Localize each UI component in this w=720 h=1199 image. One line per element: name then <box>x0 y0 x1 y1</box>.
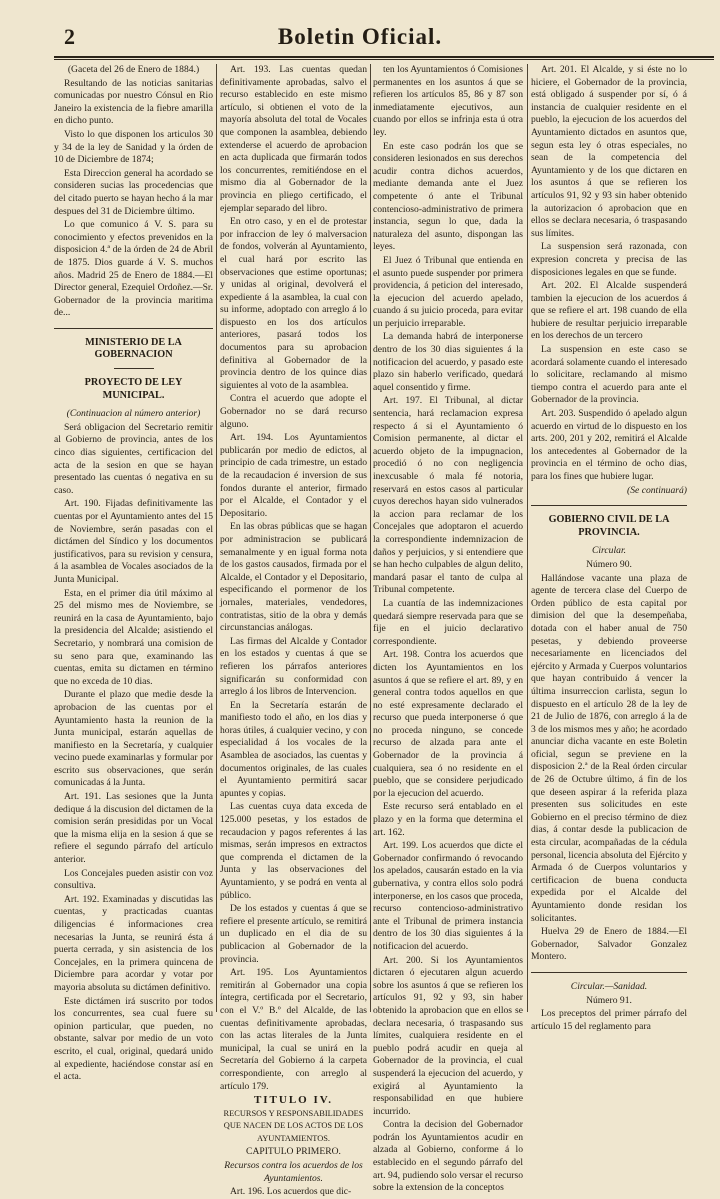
paragraph: Este dictámen irá suscrito por todos los concurrentes, sea cual fuere su opinion particular, que pueden, no obstante, salvar por medio de un voto escrito, el cual, original, quedará unido al expediente, haciéndose constar así en el acta. <box>54 995 213 1083</box>
proyecto-heading: PROYECTO DE LEY MUNICIPAL. <box>84 377 183 401</box>
paragraph: Durante el plazo que medie desde la aprobacion de las cuentas por el Ayuntamiento hasta la reunion de la Junta municipal, estarán aquellas de manifiesto en la Secretaría, y cualquier vecino puede examinarlas y formular por escrito sus observaciones, que serán comunicadas á la Junta. <box>54 689 213 789</box>
paragraph: Art. 193. Las cuentas quedan definitivamente aprobadas, salvo el recurso establecido en este mismo artículo, si obtienen el voto de la mayoría absoluta del total de Vocales que componen la asamblea, debiendo extenderse el acuerdo de aprobacion en acta duplicada que firmarán todos los concurrentes, remitiéndose en el mismo dia al Gobernador de la provincia en pliego certificado, el ejemplar separado del libro. <box>220 64 367 214</box>
circular-heading: Circular. <box>591 545 627 557</box>
masthead-title: Boletin Oficial. <box>277 24 443 49</box>
paragraph: En las obras públicas que se hagan por administracion se publicará semanalmente y en igual forma nota de los gastos causados, firmada por el Alcalde, el Contador y el Depositario, especificando el pormenor de los jornales, materiales, vendedores, contratistas, sitio de la obra y demás circunstancias análogas. <box>220 521 367 634</box>
paragraph: Art. 197. El Tribunal, al dictar sentencia, hará reclamacion expresa respecto á si el Ayuntamiento ó Comision permanente, al dictar el acuerdo objeto de la impugnacion, procedió ó no con negligencia inexcusable ó mala fé notoria, reservará en estos casos al particular cuyos derechos hayan sido vulnerados la accion para reclamar de los Concejales que adoptaron el acuerdo la correspondiente indemnizacion de daños y perjuicios, y si entendiere que se han hecho culpables de algun delito, mandará pasar el tanto de culpa al Tribunal competente. <box>373 395 523 596</box>
column-divider <box>370 64 371 1012</box>
page-number: 2 <box>64 24 75 49</box>
paragraph: Art. 201. El Alcalde, y si éste no lo hiciere, el Gobernador de la provincia, está obligado á suspender por sí, ó á instancia de cualquier residente en el pueblo, la ejecucion de los acuerdos del Ayuntamiento dictados en asuntos que, segun esta ley ó otras especiales, no sean de la competencia del Ayuntamiento y de los que dictaren en los asuntos á que se refieren los artículos 91, 92 y 93 sin haber obtenido la autorizacion ó aprobacion que en ellos se declara necesaria, ó traspasando sus límites. <box>531 64 687 239</box>
numero-heading: Número 90. <box>586 558 632 570</box>
paragraph: Huelva 29 de Enero de 1884.—El Gobernador, Salvador Gonzalez Montero. <box>531 926 687 963</box>
paragraph: Art. 198. Contra los acuerdos que dicten los Ayuntamientos en los asuntos á que se refiere el art. 89, y en general contra todos aquellos en que no esté expresamente declarado el recurso que pueda interponerse ó que no proceda ninguno, se concede recurso de alzada para ante el Gobernador de la provincia á cualquiera, sea ó no residente en el pueblo, que se considere perjudicado por la ejecucion del acuerdo. <box>373 649 523 799</box>
paragraph: Las cuentas cuya data exceda de 125.000 pesetas, y los estados de recaudacion y pagos referentes á las mismas, serán impresos en extractos que comprenda el dictamen de la Junta y las observaciones del Ayuntamiento, y se podrá en venta al público. <box>220 801 367 901</box>
paragraph: En este caso podrán los que se consideren lesionados en sus derechos acudir contra dichos acuerdos, mediante demanda ante el Juez competente ó ante el Tribunal contencioso-administrativo de primera instancia, segun lo que, dada la naturaleza del asunto, dispongan las leyes. <box>373 140 523 253</box>
paragraph: Este recurso será entablado en el plazo y en la forma que determina el art. 162. <box>373 801 523 838</box>
paragraph: La suspension en este caso se acordará solamente cuando el interesado lo solicitare, reclamando al mismo tiempo contra el acuerdo para ante el Gobernador de la provincia. <box>531 344 687 406</box>
paragraph: Art. 191. Las sesiones que la Junta dedique á la discusion del dictamen de la comision serán presididas por un Vocal que la misma elija en la sesion á que se refiere el segundo párrafo del artículo anterior. <box>54 791 213 866</box>
column-2 <box>220 64 367 1198</box>
paragraph: Resultando de las noticias sanitarias comunicadas por nuestro Cónsul en Rio Janeiro la existencia de la fiebre amarilla en dicho punto. <box>54 77 213 127</box>
column-divider <box>527 64 528 1012</box>
paragraph: La cuantía de las indemnizaciones quedará siempre reservada para que se fije en el juicio declarativo correspondiente. <box>373 597 523 647</box>
paragraph: Art. 194. Los Ayuntamientos publicarán por medio de edictos, al principio de cada trimestre, un estado de la recaudacion é inversion de sus fondos durante el anterior, firmado por el Alcalde, el Contador y el Depositario. <box>220 432 367 519</box>
paragraph: Art. 202. El Alcalde suspenderá tambien la ejecucion de los acuerdos á que se refiere el art. 198 cuando de ella hubiere de resultar perjuicio irreparable en los derechos de un tercero <box>531 280 687 342</box>
column-3 <box>373 64 523 1194</box>
header-rule-thin <box>54 59 714 60</box>
separator <box>531 972 687 973</box>
numero-heading: Número 91. <box>586 994 632 1006</box>
capitulo-heading: CAPITULO PRIMERO. <box>246 1146 341 1158</box>
titulo-subheading: RECURSOS Y RESPONSABILIDADES QUE NACEN DE LOS ACTOS DE LOS AYUNTAMIENTOS. <box>223 1108 364 1143</box>
header-rule <box>54 56 714 58</box>
paragraph: Art. 200. Si los Ayuntamientos dictaren ó ejecutaren algun acuerdo sobre los asuntos á que se refieren los artículos 91, 92 y 93, sin haber obtenido la aprobacion que en ellos se declara necesaria, ó traspasando sus límites, cualquiera residente en el pueblo podrá acudir en queja al Gobernador de la provincia, el cual suspenderá la ejecucion del acuerdo, y exigirá al Ayuntamiento la responsabilidad en que hubiere incurrido. <box>373 954 523 1117</box>
paragraph: ten los Ayuntamientos ó Comisiones permanentes en los asuntos á que se refieren los artículos 85, 86 y 87 son inmediatamente ejecutivos, aun cuando por ellos se infrinja esta ú otra ley. <box>373 64 523 138</box>
paragraph: En la Secretaría estarán de manifiesto todo el año, en los dias y horas útiles, á cualquier vecino, y con especialidad á los vocales de la Asamblea de asociados, las cuentas y documentos originales, de las cuales el Ayuntamiento permitirá sacar apuntes y copias. <box>220 699 367 799</box>
column-1 <box>54 64 213 1083</box>
separator <box>54 328 213 329</box>
separator <box>114 368 154 369</box>
separator <box>531 505 687 506</box>
paragraph: Art. 195. Los Ayuntamientos remitirán al Gobernador una copia íntegra, certificada por el Secretario, con el V.º B.º del Alcalde, de las cuentas definitivamente aprobadas, con las actas literales de la Junta municipal, la cual se unirá en la Secretaría del Gobierno á la carpeta correspondiente, con arreglo al artículo 179. <box>220 967 367 1092</box>
paragraph: Los Concejales pueden asistir con voz consultiva. <box>54 867 213 892</box>
circular-sanidad-heading: Circular.—Sanidad. <box>570 980 648 992</box>
paragraph: De los estados y cuentas á que se refiere el presente artículo, se remitirá un duplicado en el dia de su publicacion al Gobernador de la provincia. <box>220 903 367 965</box>
paragraph: Esta Direccion general ha acordado se consideren sucias las procedencias que del citado puerto se hayan hecho á la mar despues del 31 de Diciembre último. <box>54 167 213 217</box>
paragraph: En otro caso, y en el de protestar por infraccion de ley ó malversacion de fondos, volverán al Ayuntamiento, el cual hará por escrito las observaciones que estime oportunas; y unidas al original, devolverá el expediente á la asamblea, la cual con su informe, adoptado con arreglo á lo dispuesto en los dos artículos anteriores, pasará todos los documentos para su aprobacion definitiva al Gobernador de la provincia dentro de los quince dias siguientes al voto de la asamblea. <box>220 216 367 391</box>
paragraph: La suspension será razonada, con expresion concreta y precisa de las disposiciones legales en que se funde. <box>531 241 687 278</box>
paragraph: Esta, en el primer dia útil máximo al 25 del mismo mes de Noviembre, se reunirá en la casa de Ayuntamiento, bajo la presidencia del Alcalde; asistiendo el Secretario, y nombrará una comision de su seno para que, examinando las cuentas, emita su dictamen en término que no exceda de 10 dias. <box>54 587 213 687</box>
continuation-note: (Continuacion al número anterior) <box>66 408 201 420</box>
paragraph: Los preceptos del primer párrafo del artículo 15 del reglamento para <box>531 1008 687 1032</box>
titulo-heading: TITULO IV. <box>253 1094 334 1107</box>
paragraph: Hallándose vacante una plaza de agente de tercera clase del Cuerpo de Orden público de esta capital por dimision del que la desempeñaba, dotada con el haber anual de 750 pesetas, y debiendo proveerse necesariamente en licenciados del ejército y Armada y Cuerpos voluntarios que hayan contribuido á vencer la última insurreccion carlista, segun lo dispuesto en el artículo 28 de la ley de 21 de Julio de 1876, con arreglo á la de 3 de los mismos mes y año; he acordado anunciar dicha vacante en este Boletin oficial, segun se previene en la disposicion 2.ª de la Real órden circular de 26 de Octubre último, á fin de los que deseen aspirar á la referida plaza presenten sus solicitudes en este Gobierno en el preciso término de diez dias, á contar desde la publicacion de esta circular, acompañadas de la cédula personal, licencia absoluta del Ejército y Armada ó de Cuerpos voluntarios y certificacion de buena conducta expedida por el Alcalde del Ayuntamiento donde residan los solicitantes. <box>531 572 687 924</box>
column-4 <box>531 64 687 1032</box>
paragraph: Será obligacion del Secretario remitir al Gobierno de provincia, antes de los cinco dias siguientes, certificacion del acta de la sesion en que se hayan presentado las cuentas ó negativa en su caso. <box>54 421 213 496</box>
paragraph: Art. 203. Suspendido ó apelado algun acuerdo en virtud de lo dispuesto en los arts. 200, 201 y 202, remitirá el Alcalde los antecedentes al Gobernador de la provincia en el término de ocho dias, para los fines que hubiere lugar. <box>531 408 687 482</box>
paragraph: Art. 199. Los acuerdos que dicte el Gobernador confirmando ó revocando los apelados, causarán estado en la via gubernativa, y contra ellos solo podrá interponerse, en los casos que proceda, recurso contencioso-administrativo ante el Tribunal de primera instancia dentro de los 30 dias siguientes á la notificacion del acuerdo. <box>373 840 523 952</box>
paragraph: Contra la decision del Gobernador podrán los Ayuntamientos acudir en alzada al Gobierno, conforme á lo establecido en el segundo párrafo del art. 94, pudiendo solo versar el recurso sobre la extension de la conceptos <box>373 1119 523 1194</box>
capitulo-subheading: Recursos contra los acuerdos de los Ayuntamientos. <box>224 1160 363 1184</box>
paragraph: Art. 196. Los acuerdos que dic- <box>230 1186 352 1198</box>
paragraph: Contra el acuerdo que adopte el Gobernador no se dará recurso alguno. <box>220 393 367 430</box>
section-heading: MINISTERIO DE LA GOBERNACION <box>85 336 182 361</box>
paragraph: Visto lo que disponen los articulos 30 y 34 de la ley de Sanidad y la órden de 10 de Diciembre de 1874; <box>54 128 213 166</box>
paragraph: Lo que comunico á V. S. para su conocimiento y efectos prevenidos en la disposicion 4.ª de la órden de 24 de Abril de 1875. Dios guarde á V. S. muchos años. Madrid 25 de Enero de 1884.—El Director general, Ezequiel Ordoñez.—Sr. Gobernador de la provincia maritima de... <box>54 219 213 319</box>
gaceta-reference: (Gaceta del 26 de Enero de 1884.) <box>67 64 200 75</box>
paragraph: Las firmas del Alcalde y Contador en los estados y cuentas á que se refieren los párrafos anteriores significarán su conformidad con arreglo á los libros de Intervencion. <box>220 635 367 698</box>
paragraph: Art. 190. Fijadas definitivamente las cuentas por el Ayuntamiento antes del 15 de Noviembre, serán pasadas con el dictámen del Síndico y los documentos justificativos, para su revision y censura, á la asamblea de Vocales asociados de la Junta Municipal. <box>54 498 213 585</box>
gobierno-heading: GOBIERNO CIVIL DE LA PROVINCIA. <box>548 514 670 538</box>
column-divider <box>216 64 217 1012</box>
continuation-footer: (Se continuará) <box>627 484 687 496</box>
paragraph: Art. 192. Examinadas y discutidas las cuentas, y practicadas cuantas diligencias é informaciones crea necesarias la Junta, se reunirá ésta á puerta cerrada, y sin asistencia de los Concejales, en la primera quincena de Diciembre para acordar y votar por mayoria absoluta su dictámen definitivo. <box>54 893 213 993</box>
paragraph: El Juez ó Tribunal que entienda en el asunto puede suspender por primera providencia, á peticion del interesado, la ejecucion del acuerdo apelado, cuando á su juicio proceda, para evitar un perjuicio irreparable. <box>373 254 523 329</box>
paragraph: La demanda habrá de interponerse dentro de los 30 dias siguientes á la notificacion del acuerdo, y pasado este plazo sin haberlo verificado, quedará aquel consentido y firme. <box>373 331 523 393</box>
